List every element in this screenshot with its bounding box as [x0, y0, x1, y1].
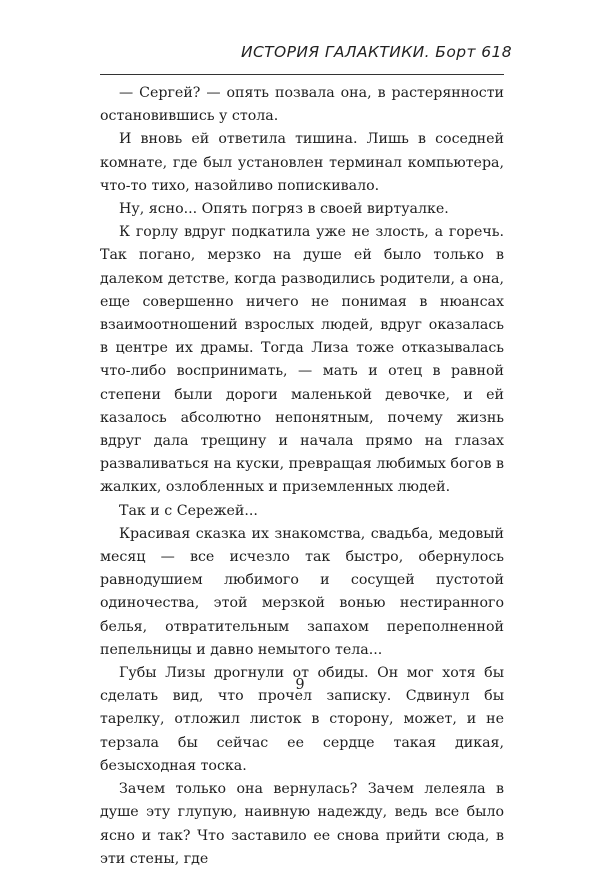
paragraph: И вновь ей ответила тишина. Лишь в соседней комнате, где был установлен терминал компьютера, что-то тихо, назойливо попискивало. — [100, 131, 504, 194]
paragraph: К горлу вдруг подкатила уже не злость, а горечь. Так погано, мерзко на душе ей было только в далеком детстве, когда разводились родители, а она, еще совершенно ничего не понимая в нюансах взаимоотношений взрослых людей, вдруг оказалась в центре их драмы. Тогда Лиза тоже отказывалась что-либо воспринимать, — мать и отец в равной степени были дороги маленькой девочке, и ей казалось абсолютно непонятным, почему жизнь вдруг дала трещину и начала прямо на глазах разваливаться на куски, превращая любимых богов в жалких, озлобленных и приземленных людей. — [100, 224, 504, 496]
header-rule — [100, 74, 504, 75]
page-number: 9 — [295, 677, 305, 693]
paragraph: Зачем только она вернулась? Зачем лелеяла в душе эту глупую, наивную надежду, ведь все было ясно и так? Что заставило ее снова прийти сюда, в эти стены, где — [100, 781, 504, 867]
paragraph: — Сергей? — опять позвала она, в растерянности остановившись у стола. — [100, 85, 504, 125]
paragraph: Губы Лизы дрогнули от обиды. Он мог хотя бы сделать вид, что прочел записку. Сдвинул бы тарелку, отложил листок в сторону, может, и не терзала бы сейчас ее сердце такая дикая, безысходная тоска. — [100, 665, 504, 774]
running-head: ИСТОРИЯ ГАЛАКТИКИ. Борт 618 — [240, 43, 512, 61]
body-text — [100, 82, 504, 871]
paragraph: Красивая сказка их знакомства, свадьба, медовый месяц — все исчезло так быстро, обернулось равнодушием любимого и сосущей пустотой одиночества, этой мерзкой вонью нестиранного белья, отвратительным запахом переполненной пепельницы и давно немытого тела... — [100, 525, 504, 658]
paragraph: Так и с Сережей... — [119, 502, 258, 519]
paragraph: Ну, ясно... Опять погряз в своей виртуалке. — [119, 201, 449, 218]
